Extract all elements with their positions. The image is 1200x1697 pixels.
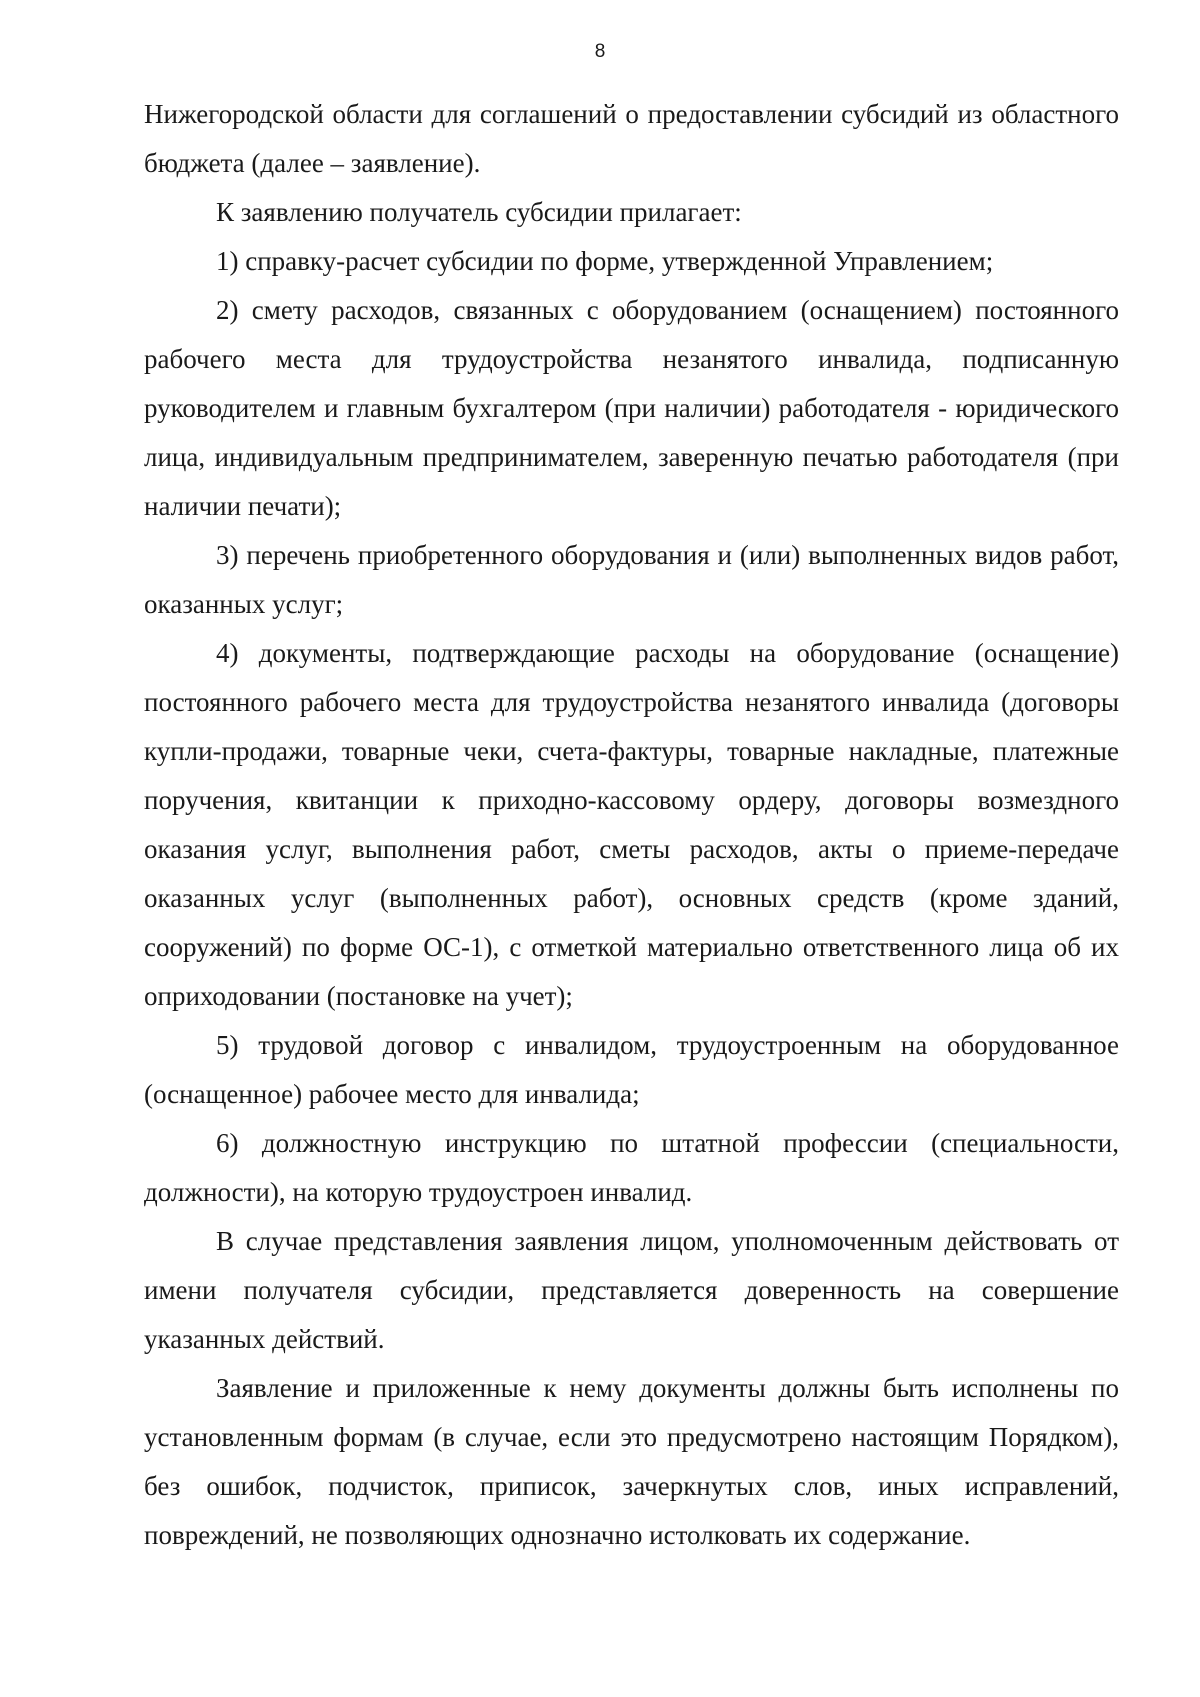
- paragraph-item-3: 3) перечень приобретенного оборудования и (или) выполненных видов работ, оказанных услуг;: [144, 540, 1119, 619]
- paragraph-power-of-attorney: В случае представления заявления лицом, уполномоченным действовать от имени получателя субсидии, представляется доверенность на совершение указанных действий.: [144, 1226, 1119, 1354]
- paragraph-continuation: Нижегородской области для соглашений о предоставлении субсидий из областного бюджета (далее – заявление).: [144, 99, 1119, 178]
- page-number: 8: [594, 41, 606, 62]
- paragraph-item-4: 4) документы, подтверждающие расходы на оборудование (оснащение) постоянного рабочего места для трудоустройства незанятого инвалида (договоры купли-продажи, товарные чеки, счета-фактуры, товарные накладные, платежные поручения, квитанции к приходно-кассовому ордеру, договоры возмездного оказания услуг, выполнения работ, сметы расходов, акты о приеме-передаче оказанных услуг (выполненных работ), основных средств (кроме зданий, сооружений) по форме ОС-1), с отметкой материально ответственного лица об их оприходовании (постановке на учет);: [144, 638, 1119, 1011]
- paragraph-requirements: Заявление и приложенные к нему документы должны быть исполнены по установленным формам (в случае, если это предусмотрено настоящим Порядком), без ошибок, подчисток, приписок, зачеркнутых слов, иных исправлений, повреждений, не позволяющих однозначно истолковать их содержание.: [144, 1373, 1119, 1550]
- paragraph-item-2: 2) смету расходов, связанных с оборудованием (оснащением) постоянного рабочего места для трудоустройства незанятого инвалида, подписанную руководителем и главным бухгалтером (при наличии) работодателя - юридического лица, индивидуальным предпринимателем, заверенную печатью работодателя (при наличии печати);: [144, 295, 1119, 521]
- paragraph-item-6: 6) должностную инструкцию по штатной профессии (специальности, должности), на которую трудоустроен инвалид.: [144, 1128, 1119, 1207]
- paragraph-item-1: 1) справку-расчет субсидии по форме, утвержденной Управлением;: [216, 246, 994, 276]
- paragraph-attachments-intro: К заявлению получатель субсидии прилагает:: [216, 197, 742, 227]
- paragraph-item-5: 5) трудовой договор с инвалидом, трудоустроенным на оборудованное (оснащенное) рабочее место для инвалида;: [144, 1030, 1119, 1109]
- document-body: [144, 90, 1119, 1560]
